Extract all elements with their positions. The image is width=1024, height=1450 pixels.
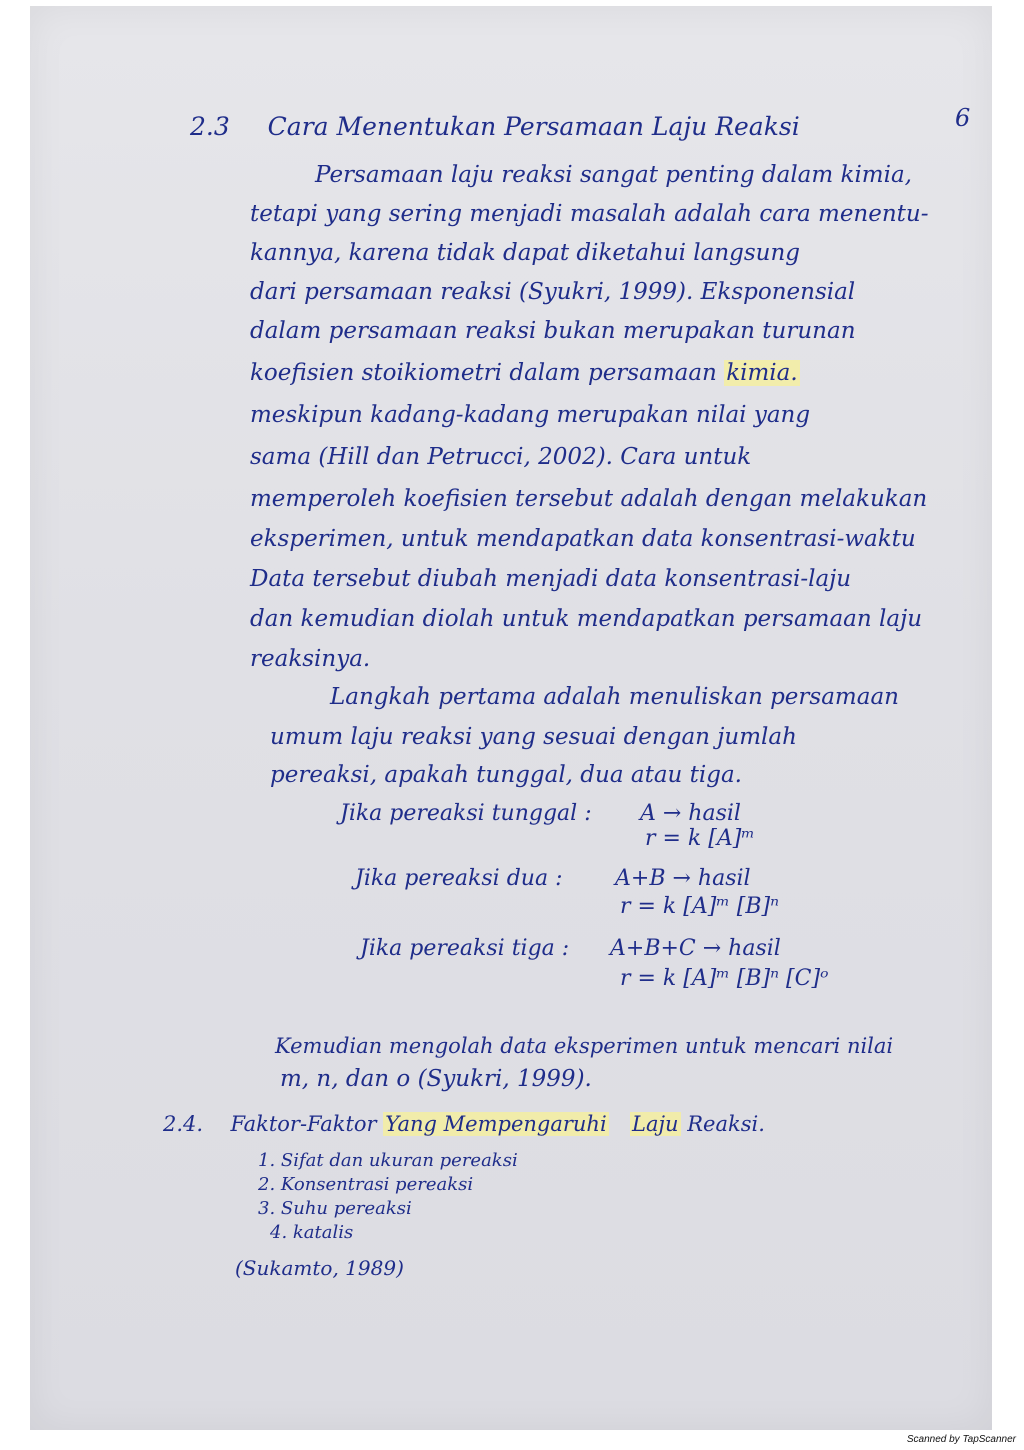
- para1-line: sama (Hill dan Petrucci, 2002). Cara untuk: [250, 444, 752, 470]
- case-reaction: A+B → hasil: [615, 866, 751, 891]
- list-item: 4. katalis: [270, 1222, 354, 1243]
- para1-line: meskipun kadang-kadang merupakan nilai yang: [250, 402, 811, 428]
- case-reaction: A → hasil: [640, 801, 741, 826]
- rate-law: r = k [A]ᵐ [B]ⁿ [C]ᵒ: [620, 966, 829, 991]
- section-title-highlight: Laju: [632, 1112, 679, 1136]
- para2-line: umum laju reaksi yang sesuai dengan jumlah: [270, 724, 797, 750]
- para1-line: reaksinya.: [250, 646, 371, 672]
- section-2-4-heading: [163, 1114, 765, 1135]
- case-label: Jika pereaksi tunggal :: [340, 801, 592, 826]
- scanner-footer: Scanned by TapScanner: [906, 1434, 1016, 1445]
- para2-line: pereaksi, apakah tunggal, dua atau tiga.: [270, 762, 742, 788]
- para1-line: Persamaan laju reaksi sangat penting dalam kimia,: [315, 162, 912, 188]
- para1-line: dalam persamaan reaksi bukan merupakan turunan: [250, 318, 856, 344]
- section-title-part: Faktor-Faktor: [230, 1112, 377, 1136]
- list-item: 1. Sifat dan ukuran pereaksi: [258, 1150, 518, 1171]
- para1-line: memperoleh koefisien tersebut adalah dengan melakukan: [250, 486, 928, 512]
- case-label: Jika pereaksi tiga :: [360, 936, 570, 961]
- rate-law: r = k [A]ᵐ [B]ⁿ: [620, 894, 780, 919]
- para1-line: eksperimen, untuk mendapatkan data konsentrasi-waktu: [250, 526, 916, 552]
- para1-line: Data tersebut diubah menjadi data konsentrasi-laju: [250, 566, 852, 592]
- citation: (Sukamto, 1989): [235, 1256, 404, 1280]
- para1-line: dari persamaan reaksi (Syukri, 1999). Eksponensial: [250, 279, 856, 305]
- section-number: 2.3: [190, 112, 230, 141]
- highlighted-word: kimia.: [726, 360, 798, 386]
- para2-line: Langkah pertama adalah menuliskan persamaan: [330, 684, 899, 710]
- para1-line: [250, 362, 800, 385]
- section-title-part: Reaksi.: [687, 1112, 765, 1136]
- para1-line: dan kemudian diolah untuk mendapatkan persamaan laju: [250, 606, 923, 632]
- case-label: Jika pereaksi dua :: [355, 866, 563, 891]
- case-reaction: A+B+C → hasil: [610, 936, 781, 961]
- document-page: [30, 6, 992, 1430]
- rate-law: r = k [A]ᵐ: [645, 826, 755, 851]
- section-title: Cara Menentukan Persamaan Laju Reaksi: [267, 112, 800, 141]
- list-item: 3. Suhu pereaksi: [258, 1198, 412, 1219]
- para1-line: tetapi yang sering menjadi masalah adalah cara menentu-: [250, 201, 929, 227]
- section-2-3-heading: [190, 114, 800, 139]
- para1-line-text: koefisien stoikiometri dalam persamaan: [250, 360, 717, 386]
- para1-line: kannya, karena tidak dapat diketahui langsung: [250, 240, 801, 266]
- section-title-highlight: Yang Mempengaruhi: [385, 1112, 607, 1136]
- para3-line: Kemudian mengolah data eksperimen untuk mencari nilai: [275, 1034, 894, 1058]
- list-item: 2. Konsentrasi pereaksi: [258, 1174, 474, 1195]
- para3-line: m, n, dan o (Syukri, 1999).: [280, 1066, 592, 1092]
- section-number: 2.4.: [163, 1112, 204, 1136]
- page-number: 6: [955, 104, 971, 132]
